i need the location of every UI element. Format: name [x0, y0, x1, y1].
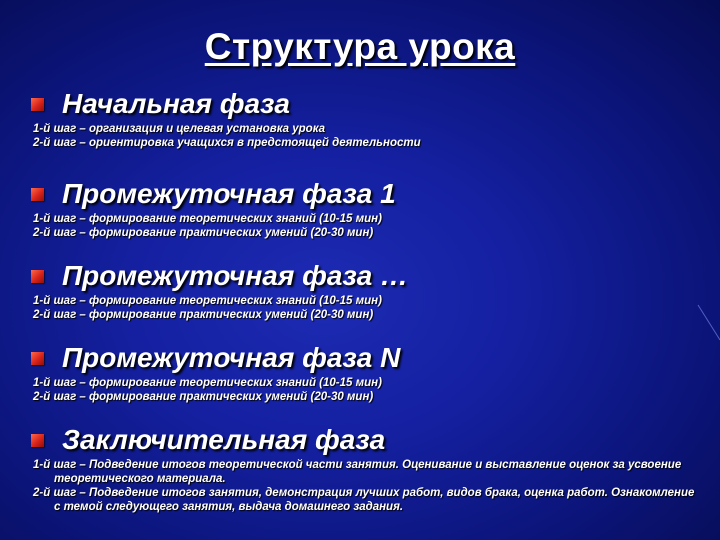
bullet-square-icon	[31, 434, 44, 447]
phase-heading: Промежуточная фаза 1	[62, 178, 396, 209]
section-intermediate-phase-1	[0, 178, 720, 240]
phase-step: 2-й шаг – ориентировка учащихся в предстоящей деятельности	[33, 137, 421, 149]
section-final-phase	[0, 424, 720, 514]
bullet-square-icon	[31, 188, 44, 201]
phase-heading: Промежуточная фаза N	[62, 342, 401, 373]
phase-heading: Начальная фаза	[62, 88, 290, 119]
phase-step: 2-й шаг – формирование практических умений (20-30 мин)	[33, 227, 374, 239]
phase-step: 2-й шаг – формирование практических умений (20-30 мин)	[33, 309, 374, 321]
phase-heading: Промежуточная фаза …	[62, 260, 409, 291]
phase-heading: Заключительная фаза	[62, 424, 386, 455]
slide-title: Структура урока	[204, 26, 516, 67]
phase-step: 1-й шаг – Подведение итогов теоретической части занятия. Оценивание и выставление оценок за усвоение теоретического материала.	[33, 459, 682, 485]
phase-step: 1-й шаг – организация и целевая установка урока	[33, 123, 326, 135]
phase-step: 1-й шаг – формирование теоретических знаний (10-15 мин)	[33, 295, 382, 307]
phase-step: 1-й шаг – формирование теоретических знаний (10-15 мин)	[33, 377, 382, 389]
bullet-square-icon	[31, 270, 44, 283]
section-initial-phase	[0, 88, 720, 150]
phase-step: 2-й шаг – формирование практических умений (20-30 мин)	[33, 391, 374, 403]
section-intermediate-phase-ellipsis	[0, 260, 720, 322]
phase-step: 1-й шаг – формирование теоретических знаний (10-15 мин)	[33, 213, 382, 225]
phase-step: 2-й шаг – Подведение итогов занятия, демонстрация лучших работ, видов брака, оценка работ. Ознакомление с темой следующего занятия, выдача домашнего задания.	[33, 487, 695, 513]
bullet-square-icon	[31, 352, 44, 365]
section-intermediate-phase-n	[0, 342, 720, 404]
bullet-square-icon	[31, 98, 44, 111]
